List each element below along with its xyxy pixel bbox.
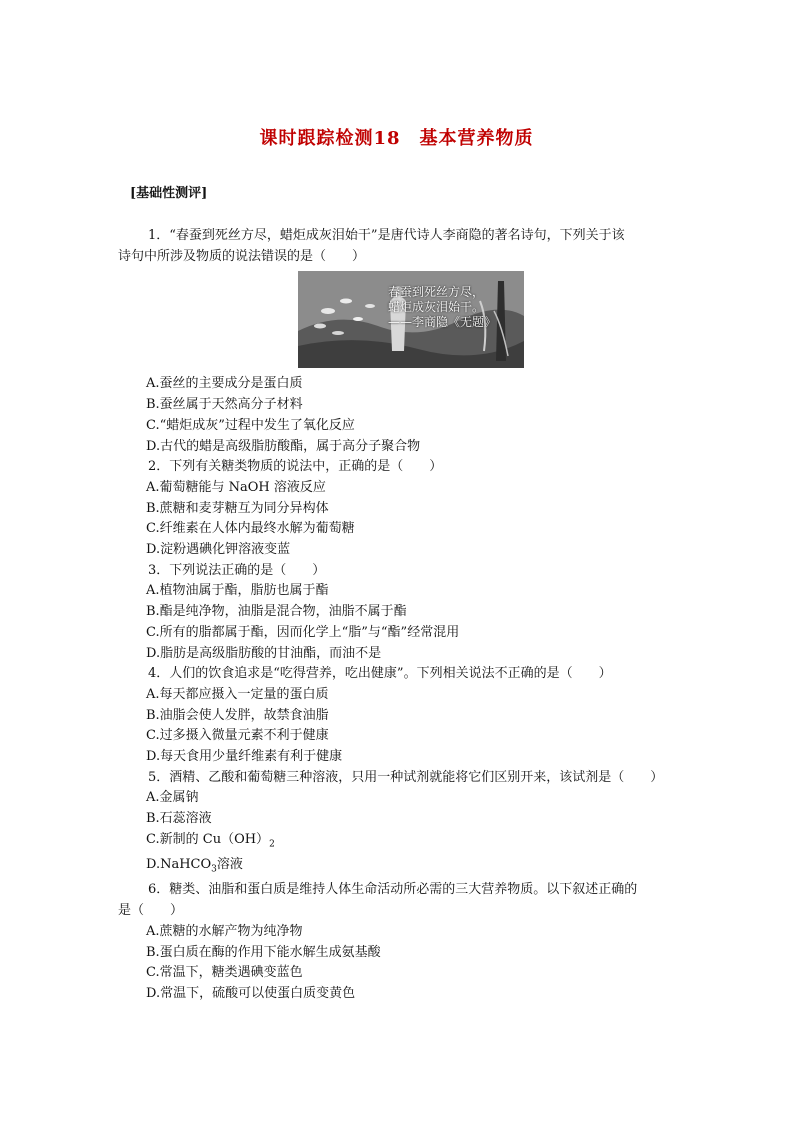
question-3-option-c: C.所有的脂都属于酯，因而化学上“脂”与“酯”经常混用: [146, 624, 460, 640]
question-5-option-d: [118, 855, 678, 880]
question-5-stem: 5．酒精、乙酸和葡萄糖三种溶液，只用一种试剂就能将它们区别开来，该试剂是（ ）: [148, 769, 664, 785]
question-5-option-c-subscript: 2: [269, 839, 275, 850]
poem-caption: [388, 285, 496, 330]
question-3-stem: 3．下列说法正确的是（ ）: [148, 562, 326, 578]
question-6-stem: 6．糖类、油脂和蛋白质是维持人体生命活动所必需的三大营养物质。以下叙述正确的: [148, 882, 638, 898]
question-4-option-a: A.每天都应摄入一定量的蛋白质: [146, 686, 329, 702]
question-1-stem-cont: 诗句中所涉及物质的说法错误的是（ ）: [118, 248, 366, 264]
question-5-option-d-suffix: 溶液: [216, 857, 243, 873]
question-4-option-b: B.油脂会使人发胖，故禁食油脂: [146, 707, 329, 723]
question-3-option-b: B.酯是纯净物，油脂是混合物，油脂不属于酯: [146, 604, 407, 620]
question-2-option-a: A.葡萄糖能与 NaOH 溶液反应: [146, 479, 326, 495]
question-4-stem: 4．人们的饮食追求是“吃得营养，吃出健康”。下列相关说法不正确的是（ ）: [148, 666, 612, 682]
question-5-option-c-text: C.新制的 Cu（OH）: [146, 831, 270, 847]
question-6-option-a: A.蔗糖的水解产物为纯净物: [146, 923, 303, 939]
question-5-option-b: B.石蕊溶液: [146, 811, 212, 827]
question-1-stem: 1．“春蚕到死丝方尽，蜡炬成灰泪始干”是唐代诗人李商隐的著名诗句，下列关于该: [148, 228, 625, 243]
question-4-option-d: D.每天食用少量纤维素有利于健康: [146, 749, 343, 765]
question-5-option-d-subscript: 3: [211, 864, 217, 875]
question-2-option-b: B.蔗糖和麦芽糖互为同分异构体: [146, 500, 329, 516]
poem-illustration: [298, 271, 524, 368]
poem-line-1: 春蚕到死丝方尽，: [387, 285, 484, 300]
question-1-option-a: A.蚕丝的主要成分是蛋白质: [146, 376, 303, 392]
question-4-option-c: C.过多摄入微量元素不利于健康: [146, 728, 329, 744]
question-3-option-a: A.植物油属于酯，脂肪也属于酯: [146, 583, 329, 599]
question-6-stem-cont: 是（ ）: [118, 903, 184, 919]
question-1-option-b: B.蚕丝属于天然高分子材料: [146, 397, 303, 413]
question-6-option-b: B.蛋白质在酶的作用下能水解生成氨基酸: [146, 944, 381, 960]
question-3-option-d: D.脂肪是高级脂肪酸的甘油酯，而油不是: [146, 645, 382, 661]
question-2-option-c: C.纤维素在人体内最终水解为葡萄糖: [146, 521, 355, 537]
question-5-option-c: [118, 830, 678, 855]
poem-line-2: 蜡炬成灰泪始干。: [387, 300, 484, 315]
question-1-option-c: C.“蜡炬成灰”过程中发生了氧化反应: [146, 417, 355, 433]
question-2-option-d: D.淀粉遇碘化钾溶液变蓝: [146, 542, 291, 558]
question-6-option-d: D.常温下，硫酸可以使蛋白质变黄色: [146, 985, 356, 1001]
poem-line-3: ——李商隐《无题》: [387, 315, 496, 330]
question-5-option-d-text: D.NaHCO: [146, 857, 212, 873]
question-1-option-d: D.古代的蜡是高级脂肪酸酯，属于高分子聚合物: [146, 438, 421, 454]
page-title: 课时跟踪检测18 基本营养物质: [259, 128, 534, 149]
question-5-option-a: A.金属钠: [146, 790, 199, 806]
question-2-stem: 2．下列有关糖类物质的说法中，正确的是（ ）: [148, 459, 443, 475]
question-6-option-c: C.常温下，糖类遇碘变蓝色: [146, 965, 303, 981]
section-heading: [基础性测评]: [130, 186, 208, 201]
question-list: [118, 226, 678, 1005]
